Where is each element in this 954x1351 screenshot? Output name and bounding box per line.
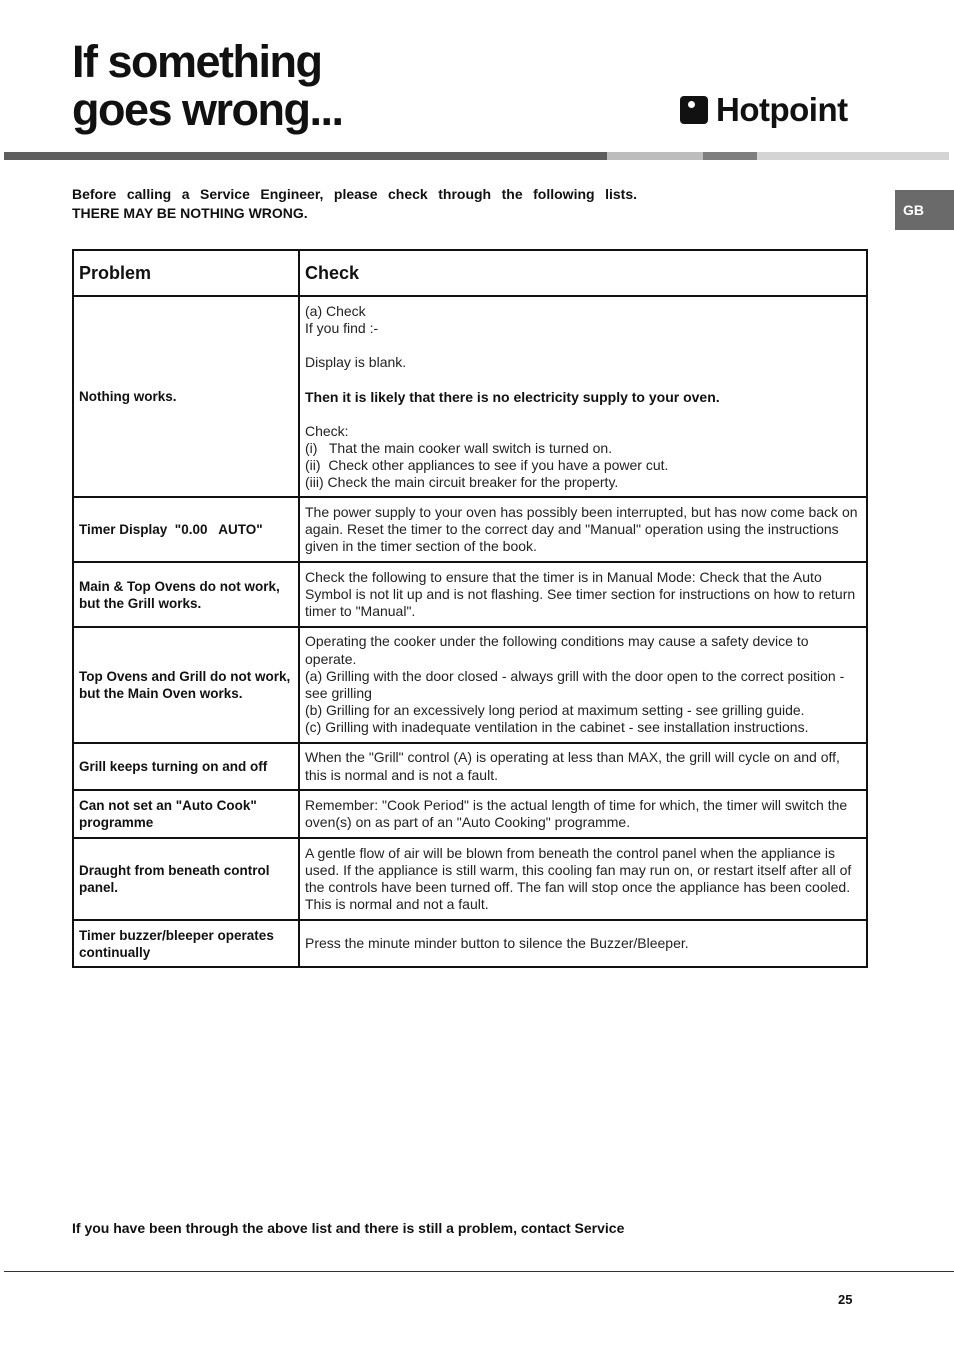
check-text: Display is blank. [305,354,407,371]
header-divider-segment [703,152,757,160]
problem-cell [73,562,299,627]
footer-divider [4,1271,954,1272]
check-text: (a) Grilling with the door closed - always grill with the door open to the correct position - see grilling [305,667,845,701]
table-row [73,920,867,967]
check-text-emphasis: Then it is likely that there is no electricity supply to your oven. [305,388,720,405]
page-title-line-2: goes wrong... [72,84,343,135]
table-row [73,838,867,920]
check-cell [299,627,867,743]
page-title-line-1: If something [72,36,322,87]
check-text: Press the minute minder button to silence the Buzzer/Bleeper. [305,934,689,951]
column-header-problem: Problem [73,250,299,296]
check-text: Remember: "Cook Period" is the actual length of time for which, the timer will switch the oven(s) on as part of an "Auto Cooking" programme. [305,796,848,830]
check-text: When the "Grill" control (A) is operating at less than MAX, the grill will cycle on and off, this is normal and is not a fault. [305,749,840,783]
problem-cell: Can not set an "Auto Cook" programme [73,790,299,838]
troubleshooting-table [72,249,868,968]
problem-cell: Grill keeps turning on and off [73,743,299,790]
spacer [305,372,862,389]
problem-cell: Timer buzzer/bleeper operates continually [73,920,299,967]
check-cell [299,497,867,562]
check-text: (a) Check [305,303,366,319]
header-divider-segment [757,152,949,160]
check-text: (iii) Check the main circuit breaker for the property. [305,474,619,491]
check-cell [299,790,867,838]
spacer [305,337,862,354]
header-divider-segment [4,152,607,160]
check-cell [299,920,867,967]
table-row [73,743,867,790]
footer-note: If you have been through the above list and there is still a problem, contact Service [72,1220,625,1236]
intro-text [72,185,637,223]
spacer [305,406,862,423]
brand-name: Hotpoint [716,91,848,128]
problem-line: Main & Top Ovens do not work, [79,578,280,594]
check-text: (b) Grilling for an excessively long period at maximum setting - see grilling guide. [305,702,805,719]
check-text: If you find :- [305,320,379,337]
hotpoint-logo [680,90,848,130]
check-text: (c) Grilling with inadequate ventilation in the cabinet - see installation instructions. [305,719,809,736]
check-cell [299,296,867,497]
table-row [73,790,867,838]
problem-cell: Timer Display "0.00 AUTO" [73,497,299,562]
check-text: Operating the cooker under the following conditions may cause a safety device to operate. [305,633,809,667]
page-title [72,38,343,134]
check-cell [299,838,867,920]
intro-line-1: Before calling a Service Engineer, please check through the following lists. [72,186,637,202]
hotpoint-logo-icon [680,96,708,124]
check-text: A gentle flow of air will be blown from beneath the control panel when the appliance is used. If the appliance is still warm, this cooling fan may run on, or restart itself after all of the controls have been turned off. The fan will stop once the appliance has been cooled. This is normal and not a fault. [305,844,852,913]
problem-line: but the Grill works. [79,595,202,611]
intro-line-2: THERE MAY BE NOTHING WRONG. [72,205,308,221]
table-row [73,296,867,497]
page-number: 25 [838,1292,853,1307]
check-text: Check the following to ensure that the timer is in Manual Mode: Check that the Auto Symbol is not lit up and is not flashing. See timer section for instructions on how to return timer to "Manual". [305,568,856,620]
check-cell [299,743,867,790]
check-text: (i) That the main cooker wall switch is turned on. [305,440,613,457]
column-header-check: Check [299,250,867,296]
language-tab: GB [895,190,954,230]
problem-cell: Top Ovens and Grill do not work, but the Main Oven works. [73,627,299,743]
check-cell [299,562,867,627]
problem-cell: Draught from beneath control panel. [73,838,299,920]
check-text: Check: [305,422,349,439]
problem-cell: Nothing works. [73,296,299,497]
check-text: The power supply to your oven has possibly been interrupted, but has now come back on again. Reset the timer to the correct day and "Manual" operation using the instructions given in the timer section of the book. [305,503,858,555]
table-row [73,627,867,743]
check-text: (ii) Check other appliances to see if you have a power cut. [305,457,669,474]
table-row [73,497,867,562]
header-divider-segment [607,152,703,160]
table-header-row [73,250,867,296]
table-row [73,562,867,627]
